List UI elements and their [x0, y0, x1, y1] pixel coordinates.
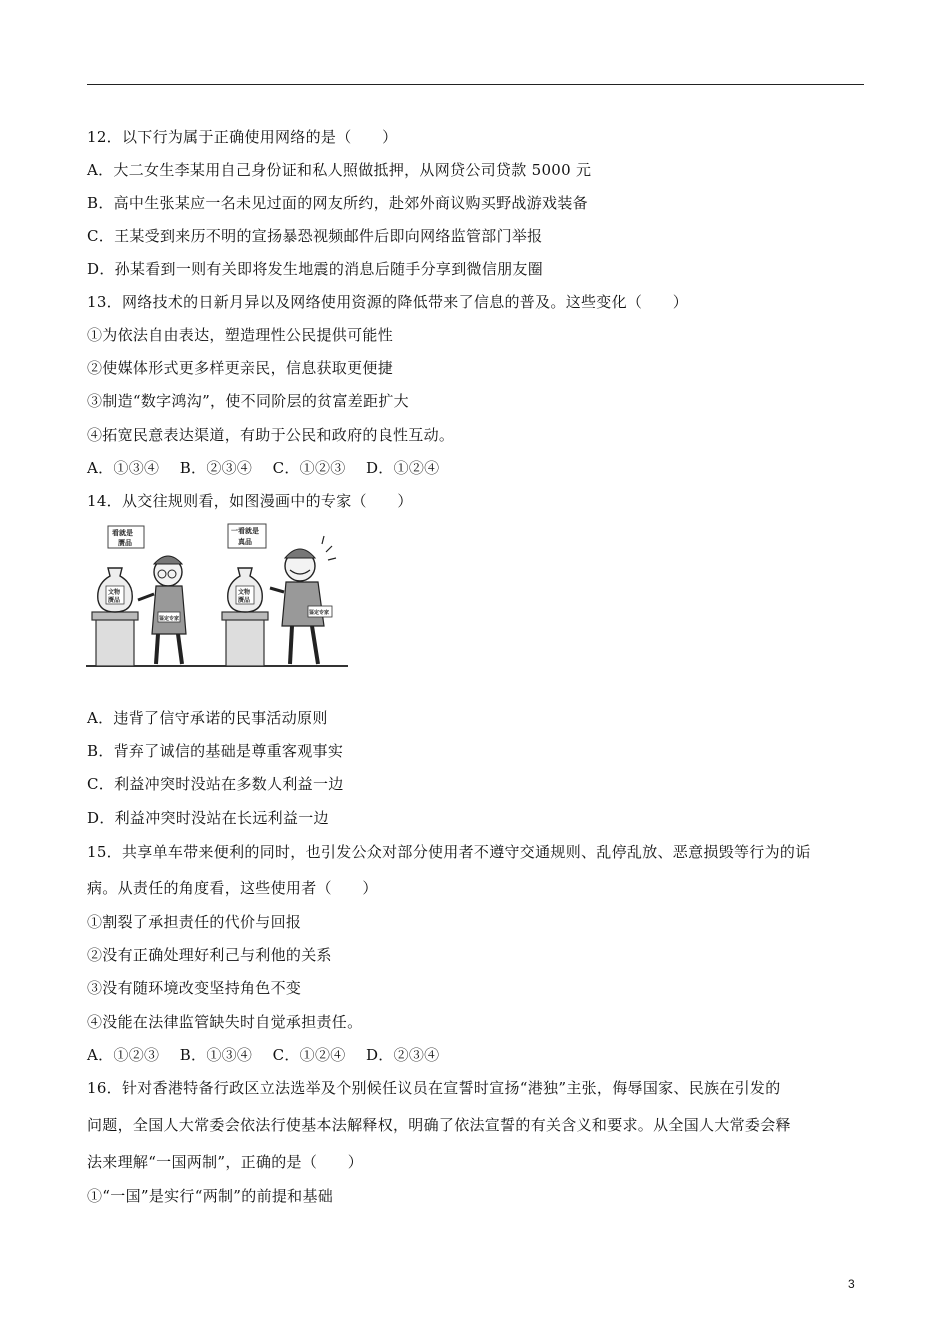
q14-option-c: C．利益冲突时没站在多数人利益一边: [87, 775, 344, 793]
q13-item-3: ③制造“数字鸿沟”，使不同阶层的贫富差距扩大: [87, 392, 409, 410]
q15-stem-line1: 15．共享单车带来便利的同时，也引发公众对部分使用者不遵守交通规则、乱停乱放、恶意损毁等行为的诟: [87, 843, 811, 861]
q13-item-2: ②使媒体形式更多样更亲民，信息获取更便捷: [87, 359, 394, 377]
left-vase-label1: 文物: [108, 589, 121, 596]
left-badge: 鉴定专家: [159, 616, 180, 622]
q14-option-b: B．背弃了诚信的基础是尊重客观事实: [87, 742, 344, 760]
q13-item-4: ④拓宽民意表达渠道，有助于公民和政府的良性互动。: [87, 426, 455, 444]
q14-option-a: A．违背了信守承诺的民事活动原则: [87, 709, 328, 727]
header-rule: [87, 84, 864, 85]
q15-item-2: ②没有正确处理好利己与利他的关系: [87, 946, 332, 964]
q14-option-d: D．利益冲突时没站在长远利益一边: [87, 809, 329, 827]
right-badge: 鉴定专家: [309, 610, 330, 616]
q12-option-d: D．孙某看到一则有关即将发生地震的消息后随手分享到微信朋友圈: [87, 260, 544, 278]
q14-stem: 14．从交往规则看，如图漫画中的专家（ ）: [87, 492, 413, 510]
q12-option-a: A．大二女生李某用自己身份证和私人照做抵押，从网贷公司贷款 5000 元: [87, 161, 592, 179]
q12-stem: 12．以下行为属于正确使用网络的是（ ）: [87, 128, 398, 146]
q13-stem: 13．网络技术的日新月异以及网络使用资源的降低带来了信息的普及。这些变化（ ）: [87, 293, 689, 311]
q13-item-1: ①为依法自由表达，塑造理性公民提供可能性: [87, 326, 394, 344]
q14-comic-image: [86, 522, 348, 672]
right-caption-line2: 真品: [238, 538, 252, 546]
q15-choices: A．①②③ B．①③④ C．①②④ D．②③④: [87, 1046, 440, 1064]
right-caption-line1: 一看就是: [231, 527, 259, 535]
q16-stem-line2: 问题，全国人大常委会依法行使基本法解释权，明确了依法宣誓的有关含义和要求。从全国人大常委会释: [87, 1116, 791, 1134]
q15-stem-line2: 病。从责任的角度看，这些使用者（ ）: [87, 879, 378, 897]
right-vase-label1: 文物: [238, 589, 251, 596]
left-vase-label2: 赝品: [108, 597, 121, 604]
q16-item-1: ①“一国”是实行“两制”的前提和基础: [87, 1187, 334, 1205]
left-caption-line2: 赝品: [118, 539, 132, 547]
q13-choices: A．①③④ B．②③④ C．①②③ D．①②④: [87, 459, 440, 477]
left-caption-line1: 看就是: [112, 529, 133, 537]
q15-item-3: ③没有随环境改变坚持角色不变: [87, 979, 302, 997]
q16-stem-line3: 法来理解“一国两制”，正确的是（ ）: [87, 1153, 364, 1171]
q12-option-b: B．高中生张某应一名未见过面的网友所约，赴郊外商议购买野战游戏装备: [87, 194, 588, 212]
q15-item-4: ④没能在法律监管缺失时自觉承担责任。: [87, 1013, 363, 1031]
right-vase-label2: 赝品: [238, 597, 251, 604]
page-number: 3: [848, 1277, 855, 1291]
q16-stem-line1: 16．针对香港特备行政区立法选举及个别候任议员在宣誓时宣扬“港独”主张，侮辱国家、民族在引发的: [87, 1079, 781, 1097]
q12-option-c: C．王某受到来历不明的宣扬暴恐视频邮件后即向网络监管部门举报: [87, 227, 543, 245]
q15-item-1: ①割裂了承担责任的代价与回报: [87, 913, 302, 931]
